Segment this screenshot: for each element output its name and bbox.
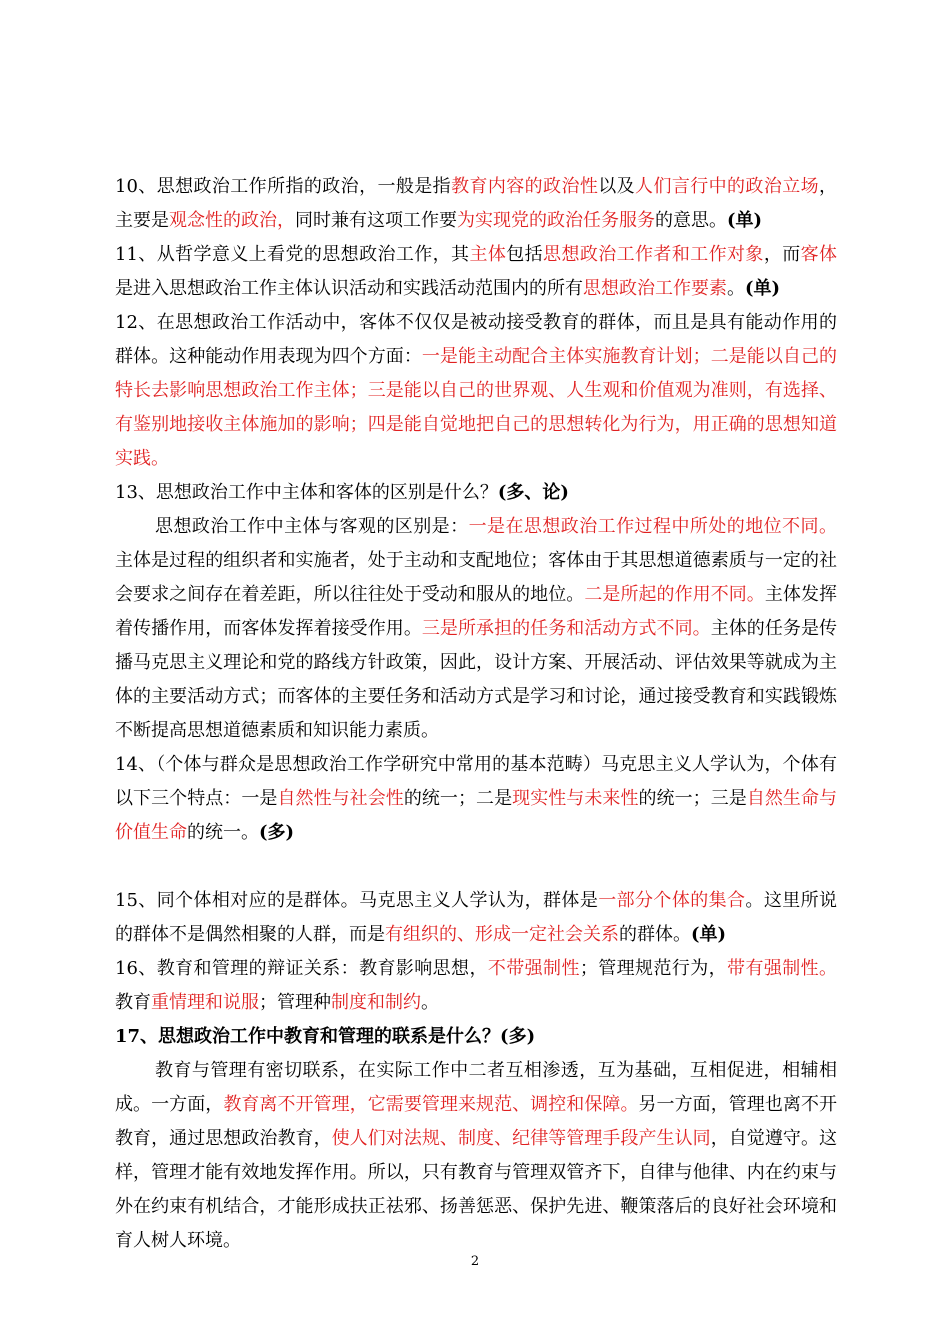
highlighted-text: 一是在思想政治工作过程中所处的地位不同。 (468, 516, 838, 537)
highlighted-text: 思想政治工作要素 (583, 278, 727, 299)
paragraph (115, 238, 837, 306)
body-text: 主体是过程的组织者和实施者，处于主动和支配地位；客体由于其思想道德素质与一定的社会要求之间存在着差距，所以往往处于受动和服从的地位。 (115, 550, 837, 605)
highlighted-text: 二是所起的作用不同。 (584, 584, 765, 605)
paragraph (115, 952, 837, 1020)
highlighted-text: 教育离不开管理，它需要管理来规范、调控和保障。 (223, 1094, 639, 1115)
body-text: 的统一。 (187, 822, 259, 843)
highlighted-text: 使人们对法规、制度、纪律等管理手段产生认同 (331, 1128, 711, 1149)
body-text: 15、同个体相对应的是群体。马克思主义人学认为，群体是 (115, 890, 599, 911)
body-text: 主体的任务是传播马克思主义理论和党的路线方针政策，因此，设计方案、开展活动、评估效果等就成为主体的主要活动方式；而客体的主要任务和活动方式是学习和讨论，通过接受教育和实践锻炼不断提高思想道德素质和知识能力素质。 (115, 618, 838, 741)
highlighted-text: 客体 (800, 244, 838, 265)
paragraph (115, 1054, 837, 1258)
highlighted-text: 有组织的、形成一定社会关系 (385, 924, 619, 945)
body-text: 的群体。 (619, 924, 691, 945)
body-text: 10、思想政治工作所指的政治，一般是指 (115, 176, 452, 197)
bold-text: (单) (691, 924, 727, 945)
body-text: 是进入思想政治工作主体认识活动和实践活动范围内的所有 (115, 278, 583, 299)
highlighted-text: 一部分个体的集合 (598, 890, 746, 911)
bold-text: (单) (745, 278, 781, 299)
highlighted-text: 自然性与社会性 (277, 788, 404, 809)
highlighted-text: 不带强制性 (487, 958, 580, 979)
body-text: 另一方面，管理也离不开教育，通过思想政治教育， (115, 1094, 838, 1149)
paragraph (115, 884, 837, 952)
bold-text: 17、思想政治工作中教育和管理的联系是什么？(多) (115, 1026, 536, 1047)
paragraph (115, 748, 837, 850)
body-text: ；管理规范行为， (579, 958, 728, 979)
body-text: ，而 (763, 244, 801, 265)
body-text: 教育与管理有密切联系，在实际工作中二者互相渗透，互为基础，互相促进，相辅相成。一方面， (115, 1060, 837, 1115)
highlighted-text: 主体 (469, 244, 507, 265)
body-text: 12、在思想政治工作活动中，客体不仅仅是被动接受教育的群体，而且是具有能动作用的群体。这种能动作用表现为四个方面： (115, 312, 837, 367)
body-text: 教育 (115, 992, 151, 1013)
page-number: 2 (470, 1254, 480, 1269)
highlighted-text: 人们言行中的政治立场 (635, 176, 820, 197)
body-text: 。这里所说的群体不是偶然相聚的人群，而是 (115, 890, 838, 945)
body-text: ，自觉遵守。这样，管理才能有效地发挥作用。所以，只有教育与管理双管齐下，自律与他律、内在约束与外在约束有机结合，才能形成扶正祛邪、扬善惩恶、保护先进、鞭策落后的良好社会环境和育人树人环境。 (115, 1128, 838, 1251)
body-text: 。 (421, 992, 439, 1013)
highlighted-text: 现实性与未来性 (512, 788, 639, 809)
body-text: 11、从哲学意义上看党的思想政治工作，其 (115, 244, 470, 265)
paragraph-gap (115, 850, 837, 884)
document-body (115, 170, 837, 1258)
highlighted-text: 三是所承担的任务和活动方式不同。 (421, 618, 711, 639)
highlighted-text: 带有强制性。 (727, 958, 838, 979)
body-text: 主体发挥着传播作用，而客体发挥着接受作用。 (115, 584, 838, 639)
body-text: 包括 (506, 244, 544, 265)
bold-text: (单) (727, 210, 763, 231)
highlighted-text: 观念性的政治， (169, 210, 295, 231)
body-text: 的意思。 (655, 210, 727, 231)
paragraph (115, 476, 837, 510)
bold-text: (多、论) (497, 482, 569, 503)
bold-text: (多) (259, 822, 295, 843)
body-text: 的统一；三是 (638, 788, 747, 809)
body-text: 以及 (598, 176, 636, 197)
highlighted-text: 教育内容的政治性 (451, 176, 599, 197)
body-text: 13、思想政治工作中主体和客体的区别是什么？ (115, 482, 498, 503)
highlighted-text: 制度和制约 (331, 992, 421, 1013)
paragraph (115, 1020, 837, 1054)
paragraph (115, 510, 837, 748)
body-text: 的统一；二是 (403, 788, 513, 809)
body-text: 14、（个体与群众是思想政治工作学研究中常用的基本范畴）马克思主义人学认为，个体有以下三个特点：一是 (115, 754, 837, 809)
highlighted-text: 思想政治工作者和工作对象 (543, 244, 764, 265)
body-text: ，主要是 (115, 176, 838, 231)
body-text: ；管理种 (259, 992, 331, 1013)
paragraph (115, 170, 837, 238)
highlighted-text: 为实现党的政治任务服务 (457, 210, 655, 231)
body-text: 思想政治工作中主体与客观的区别是： (155, 516, 469, 537)
body-text: 同时兼有这项工作要 (295, 210, 457, 231)
highlighted-text: 自然生命与价值生命 (115, 788, 838, 843)
highlighted-text: 一是能主动配合主体实施教育计划；二是能以自己的特长去影响思想政治工作主体；三是能以自己的世界观、人生观和价值观为准则，有选择、有鉴别地接收主体施加的影响；四是能自觉地把自己的思想转化为行为，用正确的思想知道实践。 (115, 346, 838, 469)
paragraph (115, 306, 837, 476)
body-text: 16、教育和管理的辩证关系：教育影响思想， (115, 958, 488, 979)
body-text: 。 (727, 278, 745, 299)
highlighted-text: 重情理和说服 (151, 992, 259, 1013)
